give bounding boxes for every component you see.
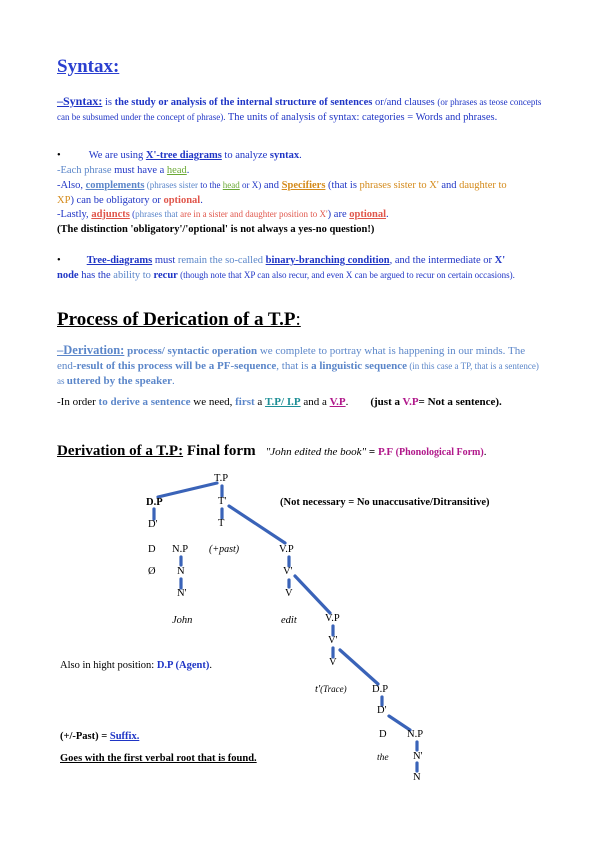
process-heading-colon: : (295, 309, 301, 330)
bullet1-e: . (299, 150, 302, 161)
adjuncts-term: adjuncts (91, 209, 130, 220)
b2-h: has the (78, 270, 114, 281)
hight-d: . (209, 660, 212, 671)
suffix-note (60, 731, 139, 742)
bullet1-c: to analyze (221, 150, 270, 161)
node-nbar: N' (177, 588, 187, 599)
dh-e: P.F (377, 446, 394, 458)
node-dbar2: D' (377, 705, 387, 716)
io-k: V.P (402, 396, 419, 408)
syntax-term: –Syntax: (57, 94, 103, 108)
also-c: (phrases sister (144, 180, 198, 190)
node-np2: N.P (407, 729, 424, 740)
io-f: T.P/ I.P (265, 396, 301, 408)
dh-f: (Phonological Form) (393, 447, 484, 458)
dh-d: = (366, 446, 378, 458)
also-head: head (222, 180, 240, 190)
edge-tbar-vp (229, 506, 285, 543)
edge-vbar-vp2 (295, 576, 330, 613)
io-e: a (254, 396, 266, 408)
der-d: , that is (276, 360, 312, 372)
also-d: to the (198, 180, 223, 190)
also-f: or X) (239, 180, 262, 190)
node-dbar: D' (148, 519, 158, 530)
def-text-3: or/and clauses (372, 97, 438, 108)
complements-term: complements (85, 180, 145, 191)
xbar-term: X'-tree diagrams (145, 150, 222, 161)
edge-v2-dp2 (340, 650, 378, 684)
node-zero: Ø (148, 566, 156, 577)
edge-dbar2-np2 (389, 716, 410, 730)
each-a: -Each phrase (57, 165, 112, 176)
io-i: . (345, 396, 349, 408)
bullet-dot: • (57, 150, 61, 161)
lastly-d: phrases that (135, 209, 181, 219)
specifiers-term: Specifiers (281, 180, 326, 191)
b2-i: ability to (113, 270, 154, 281)
lastly-e: are in a sister and daughter position to X' (180, 209, 328, 219)
node-vbar: V' (283, 566, 293, 577)
def-text-5: The units of analysis of syntax: categories = Words and phrases. (225, 112, 498, 123)
der-h: . (171, 375, 175, 387)
b2-f: X' (494, 255, 506, 266)
each-d: . (186, 165, 190, 176)
def-text-2: the study or analysis of the internal structure of sentences (114, 97, 373, 108)
node-n2: N (413, 772, 421, 783)
node-past: (+past) (209, 544, 240, 555)
node-tp: T.P (214, 473, 229, 484)
node-np: N.P (172, 544, 189, 555)
lastly-c: ( (129, 209, 136, 219)
bullet1-a: We are using (88, 150, 146, 161)
der-a: process/ syntactic operation (124, 345, 258, 357)
def-text-1: is (102, 97, 115, 108)
dh-c: "John edited the book" (265, 446, 367, 458)
hight-agent: (Agent) (172, 660, 210, 671)
node-n: N (177, 566, 185, 577)
node-vp2: V.P (325, 613, 340, 624)
hight-position-note (60, 660, 212, 671)
io-g: and a (300, 396, 330, 408)
node-v: V (285, 588, 293, 599)
also-l: daughter to (459, 180, 507, 191)
io-l: = Not a sentence). (418, 396, 502, 408)
io-j: (just a (370, 396, 403, 408)
optional-word: optional (163, 195, 201, 206)
distinction-note: (The distinction 'obligatory'/'optional' is not always a yes-no question!) (57, 224, 375, 235)
page-title: Syntax: (57, 56, 120, 77)
word-john: John (172, 615, 193, 626)
node-trace (315, 684, 347, 695)
hight-a: Also in hight position: (60, 660, 157, 671)
also-p: . (200, 195, 203, 206)
binary-branching-term: binary-branching condition (265, 255, 390, 266)
node-d2: D (379, 729, 387, 740)
io-b: to derive a sentence (98, 396, 191, 408)
also-i: (that is (325, 180, 360, 191)
node-dp2: D.P (372, 684, 389, 695)
tree-note: (Not necessary = No unaccusative/Ditransitive) (280, 497, 490, 508)
also-g: and (261, 180, 282, 191)
also-a: -Also, (57, 180, 86, 191)
optional-term: optional (349, 209, 387, 220)
tree-diagrams-term: Tree-diagrams (86, 255, 153, 266)
def-text-4: (or phrases as teose concepts can be subsumed under the concept of phrase). (57, 97, 542, 122)
der-b: we complete to portray what is happening in our minds. The end- (57, 345, 526, 372)
der-f: (in this case a TP, that is a sentence) as (57, 361, 539, 386)
node-vp: V.P (279, 544, 294, 555)
recur-term: recur (153, 270, 178, 281)
goes-note: Goes with the first verbal root that is found. (60, 753, 257, 764)
b2-b: must (152, 255, 178, 266)
also-n: ) can be obligatory or (70, 195, 164, 206)
io-a: -In order (57, 396, 99, 408)
node-nbar2: N' (413, 751, 423, 762)
node-v2: V (329, 657, 337, 668)
b2-k: (though note that XP can also recur, and even X can be argued to recur on certain occasions). (177, 270, 515, 280)
trace-t: t' (315, 684, 321, 695)
dh-b: Final form (183, 443, 256, 459)
word-the: the (377, 753, 389, 763)
also-k: and (438, 180, 460, 191)
der-e: a linguistic sequence (311, 360, 408, 372)
edge-tp-dp (158, 483, 217, 497)
b2-g: node (57, 270, 79, 281)
node-vbar2: V' (328, 635, 338, 646)
also-j: phrases sister to X' (359, 180, 439, 191)
derivation-term: –Derivation: (57, 343, 125, 357)
node-d: D (148, 544, 156, 555)
dh-g: . (483, 446, 487, 458)
io-h: V.P (329, 396, 346, 408)
word-edit: edit (281, 615, 297, 626)
node-tbar: T' (218, 496, 227, 507)
node-t: T (218, 518, 225, 529)
hight-dp: D.P (156, 660, 173, 671)
der-g: uttered by the speaker (66, 375, 172, 387)
each-b: must have a (111, 165, 167, 176)
b2-e: , and the intermediate or (389, 255, 495, 266)
lastly-h: . (386, 209, 389, 220)
suffix-a: (+/-Past) = (60, 731, 110, 742)
head-term: head (166, 165, 187, 176)
dh-a: Derivation of a T.P: (57, 443, 184, 459)
also-m: XP (57, 195, 71, 206)
trace-label: (Trace) (320, 684, 347, 694)
suffix-word: Suffix. (109, 731, 140, 742)
io-d: first (235, 396, 255, 408)
node-dp: D.P (146, 497, 163, 508)
b2-c: remain the so-called (177, 255, 266, 266)
lastly-a: -Lastly, (57, 209, 92, 220)
syntax-word: syntax (269, 150, 300, 161)
der-c: result of this process will be a PF-sequence (76, 360, 277, 372)
bullet-dot-2: • (57, 255, 61, 266)
lastly-f: ) are (327, 209, 350, 220)
process-heading-text: Process of Derication of a T.P (57, 309, 296, 330)
io-c: we need, (190, 396, 236, 408)
